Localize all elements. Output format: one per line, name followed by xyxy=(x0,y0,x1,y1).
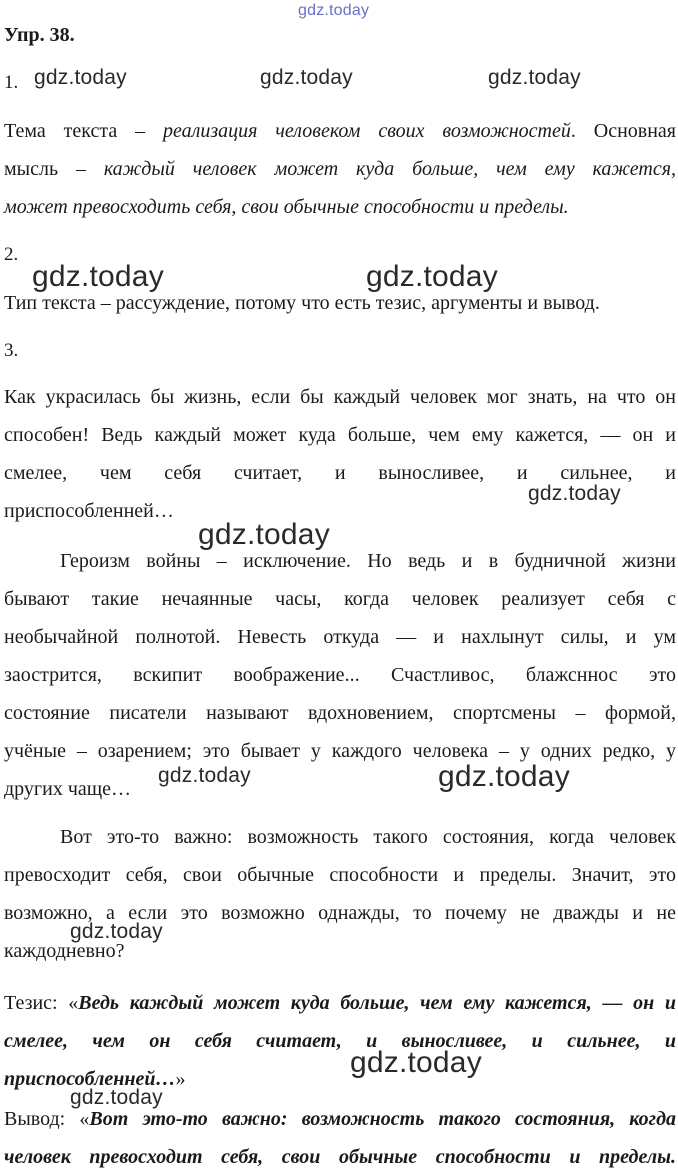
text-line: каждодневно? xyxy=(4,940,125,962)
watermark: gdz.today xyxy=(198,518,330,551)
text-line: необычайной полнотой. Невесть откуда — и нахлынут силы, и ум xyxy=(4,626,676,648)
watermark: gdz.today xyxy=(70,1086,163,1109)
text-line: других чаще… xyxy=(4,778,132,800)
text-line: Тема текста – реализация человеком своих возможностей. Основная xyxy=(4,120,676,142)
text-line: приспособленней…» xyxy=(4,1068,186,1090)
text-line: состояние писатели называют вдохновением, спортсмены – формой, xyxy=(4,702,676,724)
text-line: способен! Ведь каждый может куда больше, чем ему кажется, — он и xyxy=(4,424,676,446)
watermark: gdz.today xyxy=(32,260,164,293)
text-line: может превосходить себя, свои обычные способности и пределы. xyxy=(4,196,569,218)
exercise-heading: Упр. 38. xyxy=(4,24,75,46)
watermark: gdz.today xyxy=(528,482,621,505)
watermark: gdz.today xyxy=(366,260,498,293)
text-line: Героизм войны – исключение. Но ведь и в будничной жизни xyxy=(60,550,676,572)
text-line: бывают такие нечаянные часы, когда человек реализует себя с xyxy=(4,588,676,610)
text-line: человек превосходит себя, свои обычные способности и пределы. xyxy=(4,1146,676,1168)
watermark: gdz.today xyxy=(158,764,251,787)
text-line: мысль – каждый человек может куда больше, чем ему кажется, xyxy=(4,158,676,180)
text-line: Вот это-то важно: возможность такого состояния, когда человек xyxy=(60,826,676,848)
text-paragraph-1 xyxy=(4,378,676,530)
watermark: gdz.today xyxy=(350,1046,482,1079)
text-line: Вывод: «Вот это-то важно: возможность такого состояния, когда xyxy=(4,1108,676,1130)
text-paragraph-3 xyxy=(4,818,676,970)
task-2-answer xyxy=(4,284,676,322)
watermark: gdz.today xyxy=(488,66,581,89)
text-line: учёные – озарением; это бывает у каждого человека – у одних редко, у xyxy=(4,740,676,762)
text-line: возможно, а если это возможно однажды, то почему не дважды и не xyxy=(4,902,676,924)
text-line: превосходит себя, свои обычные способности и пределы. Значит, это xyxy=(4,864,676,886)
watermark: gdz.today xyxy=(70,920,163,943)
text-line: смелее, чем он себя считает, и выносливее, и сильнее, и xyxy=(4,1030,676,1052)
text-line: заострится, вскипит воображение... Счастливос, блажсннос это xyxy=(4,664,676,686)
text-line: Тезис: «Ведь каждый может куда больше, чем ему кажется, — он и xyxy=(4,992,676,1014)
watermark: gdz.today xyxy=(34,66,127,89)
conclusion-block xyxy=(4,1100,676,1176)
thesis-block xyxy=(4,984,676,1098)
task-number-3: 3. xyxy=(4,340,19,361)
text-paragraph-2 xyxy=(4,542,676,808)
text-line: смелее, чем себя считает, и выносливее, и сильнее, и xyxy=(4,462,676,484)
watermark: gdz.today xyxy=(260,66,353,89)
watermark-top: gdz.today xyxy=(298,2,370,19)
task-number-2: 2. xyxy=(4,244,19,265)
text-line: Тип текста – рассуждение, потому что есть тезис, аргументы и вывод. xyxy=(4,292,600,314)
task-1-answer xyxy=(4,112,676,226)
text-line: приспособленней… xyxy=(4,500,174,522)
text-line: Как украсилась бы жизнь, если бы каждый человек мог знать, на что он xyxy=(4,386,676,408)
watermark: gdz.today xyxy=(438,760,570,793)
task-number-1: 1. xyxy=(4,72,19,93)
